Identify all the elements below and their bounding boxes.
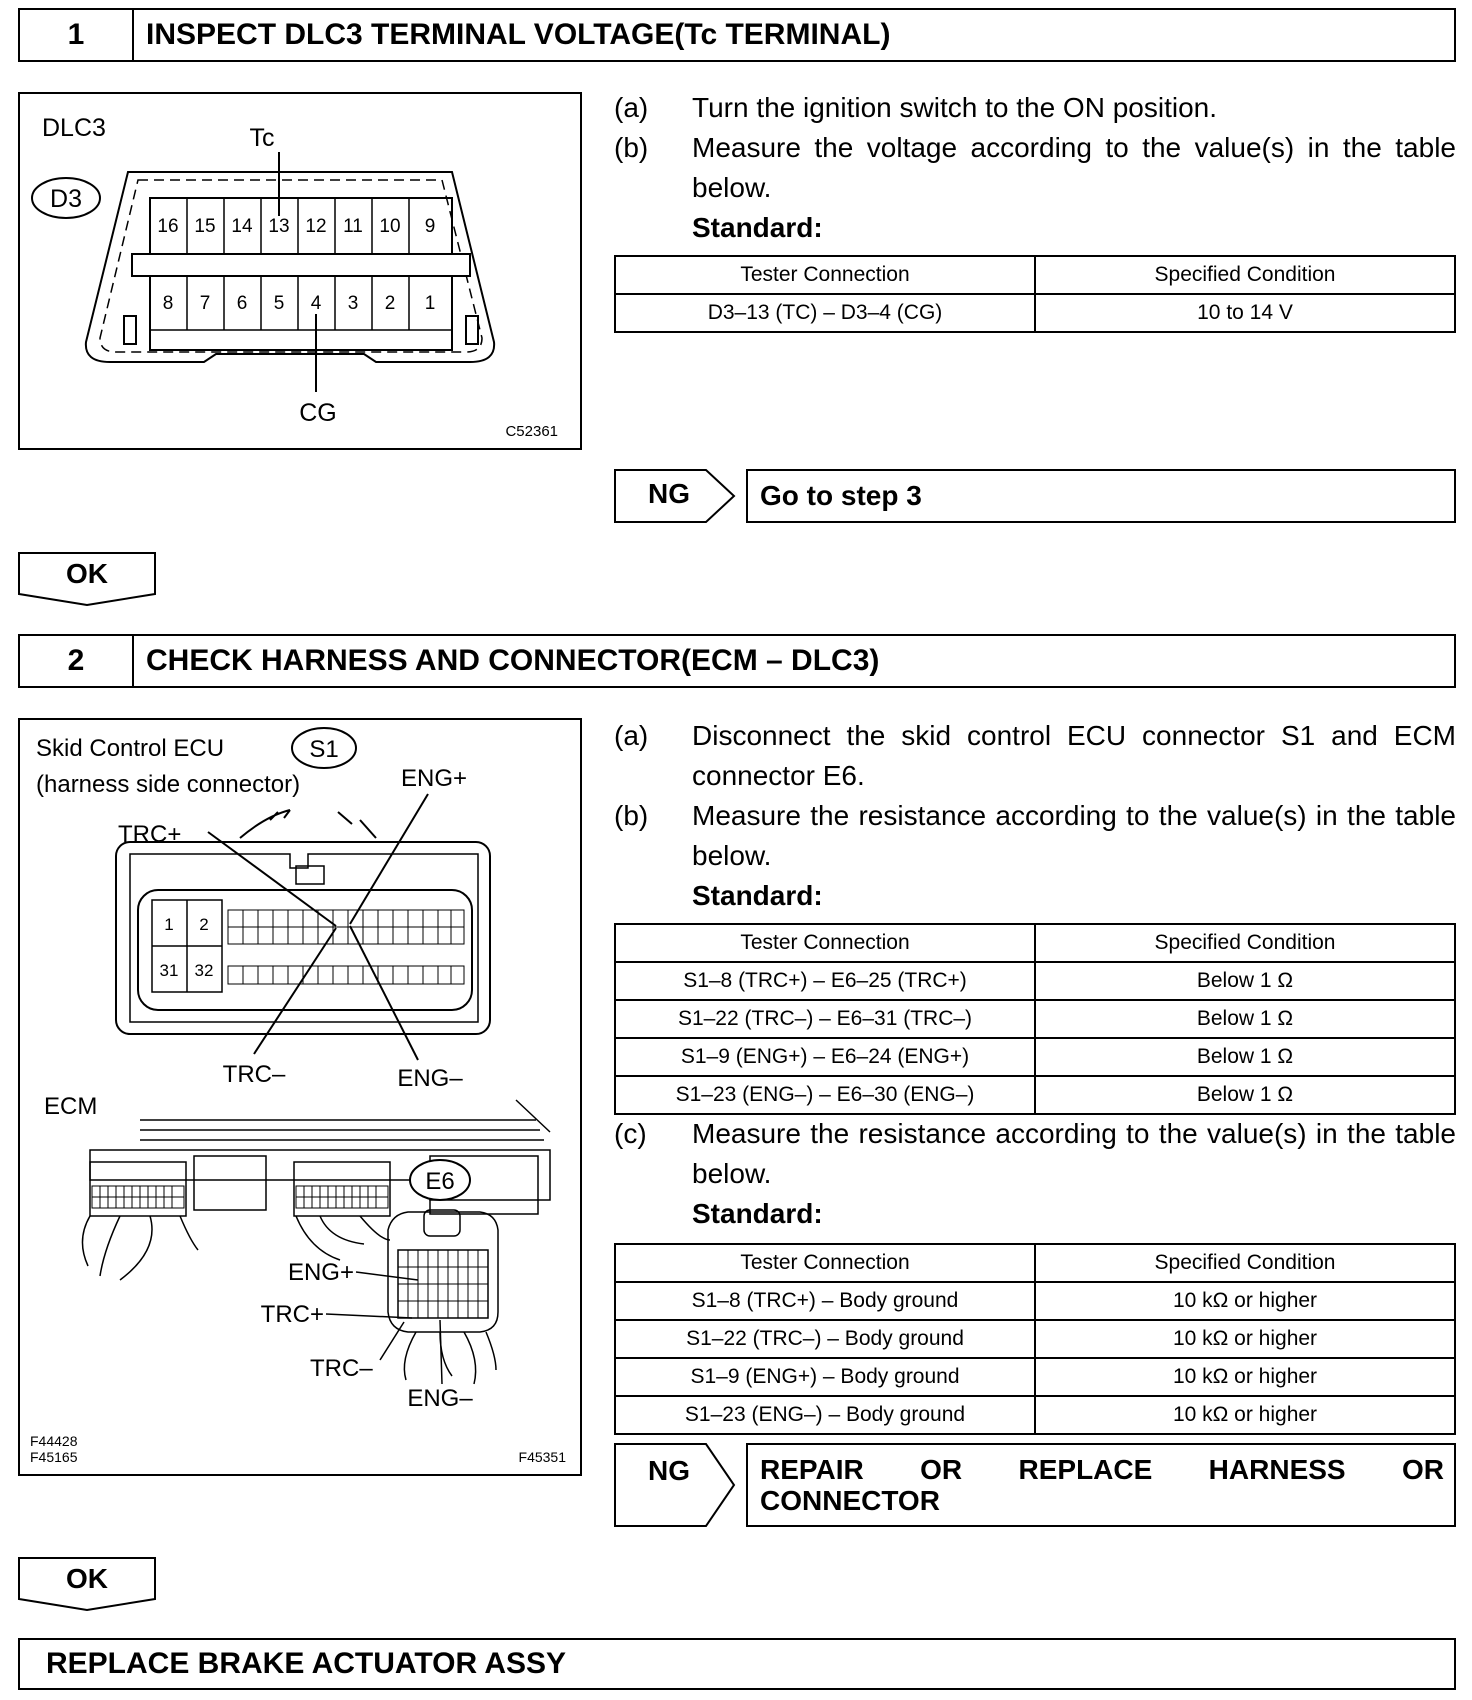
table-cell: Below 1 Ω xyxy=(1035,1076,1455,1114)
instruction-text: Turn the ignition switch to the ON position. xyxy=(692,92,1217,123)
figure-id: F45351 xyxy=(518,1449,566,1465)
ecu-wires xyxy=(240,810,376,838)
trc-plus-label: TRC+ xyxy=(118,821,182,848)
dlc3-pin: 11 xyxy=(343,216,363,237)
dlc3-pin: 8 xyxy=(162,293,174,314)
table-cell: S1–9 (ENG+) – E6–24 (ENG+) xyxy=(615,1038,1035,1076)
step1-instructions xyxy=(614,88,1456,248)
tc-label: Tc xyxy=(249,124,275,152)
instruction-label: (a) xyxy=(614,720,649,751)
table-row xyxy=(615,1396,1455,1434)
standard-label: Standard: xyxy=(692,212,823,243)
table-row xyxy=(615,1000,1455,1038)
ecm-connector-code: E6 xyxy=(425,1168,455,1195)
e6-harness xyxy=(404,1332,496,1384)
ng-target: Go to step 3 xyxy=(746,469,1456,523)
step2-spec-table-2 xyxy=(614,1243,1456,1435)
table-cell: S1–22 (TRC–) – E6–31 (TRC–) xyxy=(615,1000,1035,1038)
e6-connector xyxy=(388,1210,498,1332)
instruction-item xyxy=(614,88,1456,128)
table-cell: 10 to 14 V xyxy=(1035,294,1455,332)
step1-header xyxy=(18,8,1456,62)
table-header: Tester Connection xyxy=(615,256,1035,294)
instruction-text: Measure the voltage according to the value(s) in the table below. xyxy=(692,132,1456,203)
dlc3-right-slot xyxy=(466,316,478,344)
ng-target-line: CONNECTOR xyxy=(760,1485,940,1516)
standard-label: Standard: xyxy=(692,1198,823,1229)
ng-label: NG xyxy=(648,1455,690,1486)
ecm-harness-left xyxy=(82,1216,198,1280)
table-row xyxy=(615,1358,1455,1396)
ecu-connector-frame xyxy=(130,854,478,1022)
step1-title: INSPECT DLC3 TERMINAL VOLTAGE(Tc TERMINAL) xyxy=(146,18,891,51)
trc-plus-leader xyxy=(208,832,336,926)
ok-label: OK xyxy=(66,558,108,589)
dlc3-pin: 10 xyxy=(379,216,401,237)
harness-figure xyxy=(18,718,582,1476)
dlc3-pin: 1 xyxy=(424,293,436,314)
table-header: Tester Connection xyxy=(615,924,1035,962)
table-cell: 10 kΩ or higher xyxy=(1035,1282,1455,1320)
dlc3-figure xyxy=(18,92,582,450)
e6-trc-plus-label: TRC+ xyxy=(260,1301,324,1328)
dlc3-pin: 2 xyxy=(384,293,396,314)
dlc3-pin: 16 xyxy=(157,216,179,237)
e6-pin-grid xyxy=(398,1250,488,1318)
step2-spec-table-1 xyxy=(614,923,1456,1115)
dlc3-pin: 9 xyxy=(424,216,436,237)
e6-trc-minus-leader xyxy=(380,1322,404,1360)
instruction-label: (a) xyxy=(614,92,649,123)
figure-id: F45165 xyxy=(30,1449,78,1465)
instruction-item xyxy=(614,796,1456,876)
table-cell: 10 kΩ or higher xyxy=(1035,1396,1455,1434)
instruction-text: Measure the resistance according to the value(s) in the table below. xyxy=(692,1118,1456,1189)
figure-id: C52361 xyxy=(505,423,558,440)
eng-minus-label: ENG– xyxy=(397,1065,463,1092)
dlc3-pin: 6 xyxy=(236,293,248,314)
e6-eng-plus-leader xyxy=(356,1272,418,1280)
dlc3-pin: 7 xyxy=(199,293,211,314)
instruction-label: (b) xyxy=(614,800,649,831)
dlc3-center-bar xyxy=(132,254,470,276)
step2-header xyxy=(18,634,1456,688)
instruction-item xyxy=(614,716,1456,796)
table-cell: Below 1 Ω xyxy=(1035,1000,1455,1038)
ecu-pin: 32 xyxy=(194,961,214,980)
ecu-signal-pin-grid xyxy=(228,910,464,984)
step1-spec-table xyxy=(614,255,1456,333)
table-cell: D3–13 (TC) – D3–4 (CG) xyxy=(615,294,1035,332)
dlc3-connector-code: D3 xyxy=(50,185,82,213)
table-row xyxy=(615,294,1455,332)
table-header: Specified Condition xyxy=(1035,924,1455,962)
instruction-item xyxy=(614,1114,1456,1194)
ecu-pin: 2 xyxy=(199,915,209,934)
table-header: Specified Condition xyxy=(1035,1244,1455,1282)
ok-label: OK xyxy=(66,1563,108,1594)
trc-minus-leader xyxy=(254,928,336,1054)
dlc3-connector-name: DLC3 xyxy=(42,114,106,142)
e6-eng-minus-label: ENG– xyxy=(407,1385,473,1412)
table-header-row xyxy=(615,924,1455,962)
table-row xyxy=(615,1076,1455,1114)
ecu-pin: 1 xyxy=(164,915,174,934)
ng-target xyxy=(746,1443,1456,1527)
dlc3-pin: 14 xyxy=(231,216,253,237)
step2-instructions-c xyxy=(614,1114,1456,1234)
step2-ok-branch xyxy=(18,1557,156,1611)
instruction-text: Disconnect the skid control ECU connector S1 and ECM connector E6. xyxy=(692,720,1456,791)
table-header: Tester Connection xyxy=(615,1244,1035,1282)
table-cell: Below 1 Ω xyxy=(1035,1038,1455,1076)
ng-target-line: REPAIR OR REPLACE HARNESS OR xyxy=(760,1454,1444,1485)
instruction-item xyxy=(614,128,1456,208)
step2-instructions-ab xyxy=(614,716,1456,916)
e6-trc-minus-label: TRC– xyxy=(310,1355,373,1382)
step1-number: 1 xyxy=(20,10,134,60)
final-step-header xyxy=(18,1638,1456,1690)
standard-label: Standard: xyxy=(692,880,823,911)
eng-minus-leader xyxy=(350,926,418,1060)
table-cell: S1–22 (TRC–) – Body ground xyxy=(615,1320,1035,1358)
ecu-connector-code: S1 xyxy=(309,736,339,763)
ecm-harness-mid xyxy=(296,1216,390,1260)
instruction-label: (c) xyxy=(614,1118,647,1149)
dlc3-pin: 3 xyxy=(347,293,359,314)
step2-ng-branch xyxy=(614,1443,1456,1527)
eng-plus-leader xyxy=(350,794,428,924)
ecm-connector-grids xyxy=(92,1186,388,1208)
instruction-text: Measure the resistance according to the value(s) in the table below. xyxy=(692,800,1456,871)
dlc3-pin: 5 xyxy=(273,293,285,314)
dlc3-pin: 4 xyxy=(310,293,322,314)
ng-label: NG xyxy=(648,478,690,509)
dlc3-pin: 13 xyxy=(268,216,290,237)
step2-number: 2 xyxy=(20,636,134,686)
table-cell: Below 1 Ω xyxy=(1035,962,1455,1000)
ecu-pin: 31 xyxy=(159,961,179,980)
table-cell: S1–23 (ENG–) – Body ground xyxy=(615,1396,1035,1434)
table-cell: S1–8 (TRC+) – Body ground xyxy=(615,1282,1035,1320)
dlc3-left-slot xyxy=(124,316,136,344)
cg-label: CG xyxy=(299,399,337,427)
ecu-title: Skid Control ECU xyxy=(36,735,225,762)
instruction-label: (b) xyxy=(614,132,649,163)
ecu-subtitle: (harness side connector) xyxy=(36,771,301,798)
table-cell: 10 kΩ or higher xyxy=(1035,1320,1455,1358)
table-row xyxy=(615,962,1455,1000)
table-cell: S1–23 (ENG–) – E6–30 (ENG–) xyxy=(615,1076,1035,1114)
step1-ok-branch xyxy=(18,552,156,606)
table-cell: S1–9 (ENG+) – Body ground xyxy=(615,1358,1035,1396)
table-cell: 10 kΩ or higher xyxy=(1035,1358,1455,1396)
step2-title: CHECK HARNESS AND CONNECTOR(ECM – DLC3) xyxy=(146,644,880,677)
e6-eng-plus-label: ENG+ xyxy=(287,1259,354,1286)
table-header: Specified Condition xyxy=(1035,256,1455,294)
table-header-row xyxy=(615,1244,1455,1282)
e6-eng-minus-leader xyxy=(440,1320,442,1384)
table-row xyxy=(615,1320,1455,1358)
dlc3-pin: 12 xyxy=(305,216,327,237)
eng-plus-label: ENG+ xyxy=(400,765,468,792)
table-row xyxy=(615,1282,1455,1320)
table-row xyxy=(615,1038,1455,1076)
final-step-title: REPLACE BRAKE ACTUATOR ASSY xyxy=(46,1647,567,1680)
step1-ng-branch xyxy=(614,469,1456,523)
ecm-label: ECM xyxy=(44,1093,98,1120)
table-header-row xyxy=(615,256,1455,294)
e6-trc-plus-leader xyxy=(326,1314,412,1318)
dlc3-pin: 15 xyxy=(194,216,216,237)
figure-id: F44428 xyxy=(30,1433,78,1449)
table-cell: S1–8 (TRC+) – E6–25 (TRC+) xyxy=(615,962,1035,1000)
trc-minus-label: TRC– xyxy=(222,1061,286,1088)
